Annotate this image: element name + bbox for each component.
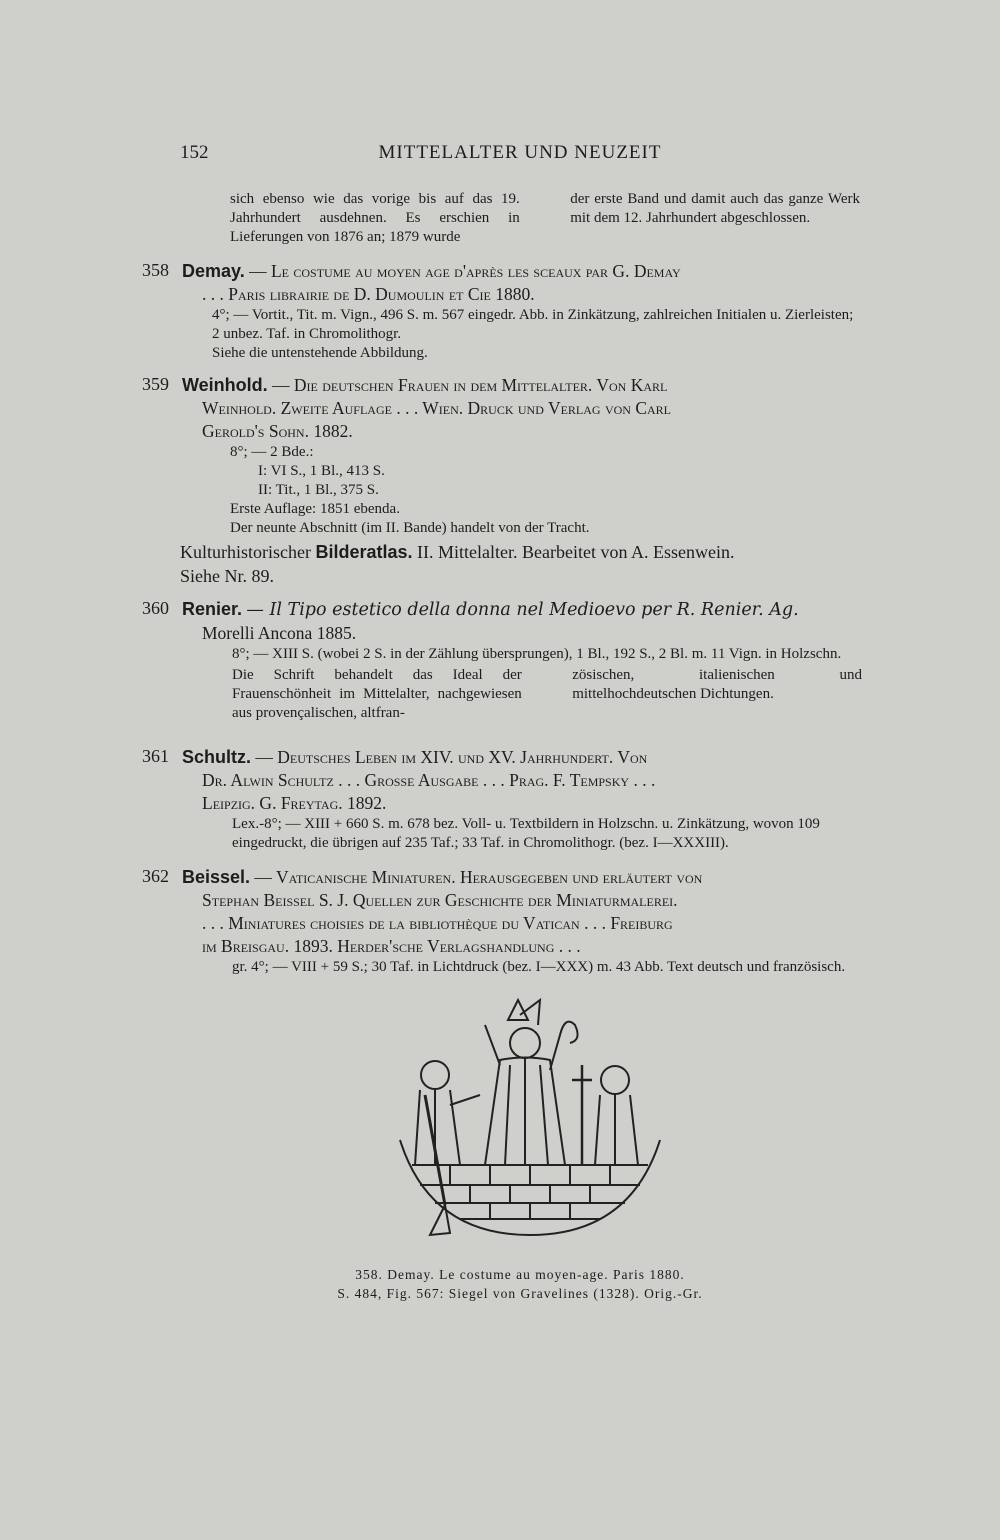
entry-author: Schultz. xyxy=(182,747,252,767)
entry-title-line: . . . Paris librairie de D. Dumoulin et Cie 1880. xyxy=(202,284,535,304)
entry-number: 361 xyxy=(142,746,169,766)
caption-line: 358. Demay. Le costume au moyen-age. Paris 1880. xyxy=(355,1267,685,1282)
entry-author: Demay. xyxy=(182,261,245,281)
entry-number: 359 xyxy=(142,374,169,394)
entry-description xyxy=(230,443,862,538)
figure-caption xyxy=(260,1265,780,1303)
entry-description xyxy=(184,306,862,363)
entry-title-line: — Deutsches Leben im XIV. und XV. Jahrhundert. Von xyxy=(255,747,648,767)
entry-heading xyxy=(182,374,862,443)
entry-number: 362 xyxy=(142,866,169,886)
entry-right-column: zösischen, italienischen und mittelhochdeutschen Dichtungen. xyxy=(572,667,862,702)
entry-description xyxy=(204,958,862,977)
entry-desc-text: Lex.-8°; — XIII + 660 S. m. 678 bez. Voll- u. Textbildern in Holzschn. u. Zinkätzung, wovon 109 eingedruckt, die übrigen auf 235 Taf.; 33 Taf. in Chromolithogr. (bez. I—XXXIII). xyxy=(232,816,820,851)
bilderatlas-bold: Bilderatlas. xyxy=(315,542,413,562)
entry-author: Beissel. xyxy=(182,867,251,887)
entry-desc-text: 8°; — XIII S. (wobei 2 S. in der Zählung übersprungen), 1 Bl., 192 S., 2 Bl. m. 11 Vign. in Holzschn. xyxy=(232,646,842,662)
entry-description xyxy=(204,645,862,664)
entry-title-line: Stephan Beissel S. J. Quellen zur Geschichte der Miniaturmalerei. xyxy=(202,890,678,910)
entry-title-line: Leipzig. G. Freytag. 1892. xyxy=(202,793,387,813)
entry-title-line: Morelli Ancona 1885. xyxy=(202,623,357,643)
entry-362 xyxy=(142,866,862,977)
entry-desc-text: Der neunte Abschnitt (im II. Bande) handelt von der Tracht. xyxy=(230,520,590,536)
entry-360 xyxy=(142,598,862,723)
seal-illustration xyxy=(390,995,670,1255)
entry-heading xyxy=(182,746,862,815)
bilderatlas-reference xyxy=(180,540,870,588)
entry-title-line: — Vaticanische Miniaturen. Herausgegeben und erläutert von xyxy=(254,867,703,887)
entry-desc-text: II: Tit., 1 Bl., 375 S. xyxy=(258,482,379,498)
page-header xyxy=(180,142,860,172)
entry-358 xyxy=(142,260,862,363)
entry-desc-text: Siehe die untenstehende Abbildung. xyxy=(212,345,428,361)
bilderatlas-see: Siehe Nr. 89. xyxy=(180,566,274,586)
entry-number: 360 xyxy=(142,598,169,618)
entry-desc-text: gr. 4°; — VIII + 59 S.; 30 Taf. in Lichtdruck (bez. I—XXX) m. 43 Abb. Text deutsch und französisch. xyxy=(232,959,846,975)
page-number: 152 xyxy=(180,142,209,163)
entry-359 xyxy=(142,374,862,538)
entry-title-line: im Breisgau. 1893. Herder'sche Verlagshandlung . . . xyxy=(202,936,581,956)
entry-title-line: — Die deutschen Frauen in dem Mittelalter. Von Karl xyxy=(272,375,668,395)
intro-left-column: sich ebenso wie das vorige bis auf das 19. Jahrhundert ausdehnen. Es erschien in Lieferungen von 1876 an; 1879 wurde xyxy=(230,191,520,245)
entry-title-line: Gerold's Sohn. 1882. xyxy=(202,421,353,441)
entry-title-line: — Il Tipo estetico della donna nel Medioevo per R. Renier. Ag. xyxy=(246,600,799,620)
entry-desc-text: 8°; — 2 Bde.: xyxy=(230,444,314,460)
entry-number: 358 xyxy=(142,260,169,280)
bilderatlas-rest: II. Mittelalter. Bearbeitet von A. Essenwein. xyxy=(417,542,735,562)
entry-heading xyxy=(182,598,862,645)
entry-desc-text: Erste Auflage: 1851 ebenda. xyxy=(230,501,400,517)
entry-361 xyxy=(142,746,862,853)
entry-author: Renier. xyxy=(182,599,243,619)
entry-heading xyxy=(182,260,862,306)
entry-author: Weinhold. xyxy=(182,375,268,395)
entry-title-line: Dr. Alwin Schultz . . . Grosse Ausgabe . . . Prag. F. Tempsky . . . xyxy=(202,770,656,790)
entry-desc-text: I: VI S., 1 Bl., 413 S. xyxy=(258,463,385,479)
intro-right-column: der erste Band und damit auch das ganze Werk mit dem 12. Jahrhundert abgeschlossen. xyxy=(570,191,860,226)
entry-desc-text: 4°; — Vortit., Tit. m. Vign., 496 S. m. 567 eingedr. Abb. in Zinkätzung, zahlreichen Initialen u. Zierleisten; 2 unbez. Taf. in Chromolithogr. xyxy=(212,307,854,342)
bilderatlas-prefix: Kulturhistorischer xyxy=(180,542,311,562)
entry-columns xyxy=(232,666,862,723)
entry-description xyxy=(204,815,862,853)
entry-title-line: . . . Miniatures choisies de la bibliothèque du Vatican . . . Freiburg xyxy=(202,913,673,933)
entry-title-line: — Le costume au moyen age d'après les sceaux par G. Demay xyxy=(249,261,681,281)
entry-title-line: Weinhold. Zweite Auflage . . . Wien. Druck und Verlag von Carl xyxy=(202,398,672,418)
caption-line: S. 484, Fig. 567: Siegel von Gravelines (1328). Orig.-Gr. xyxy=(337,1286,703,1301)
running-head: MITTELALTER UND NEUZEIT xyxy=(378,142,662,163)
intro-columns xyxy=(230,190,860,247)
entry-heading xyxy=(182,866,862,958)
entry-left-column: Die Schrift behandelt das Ideal der Frauenschönheit im Mittelalter, nachgewiesen aus provençalischen, altfran- xyxy=(232,667,522,721)
